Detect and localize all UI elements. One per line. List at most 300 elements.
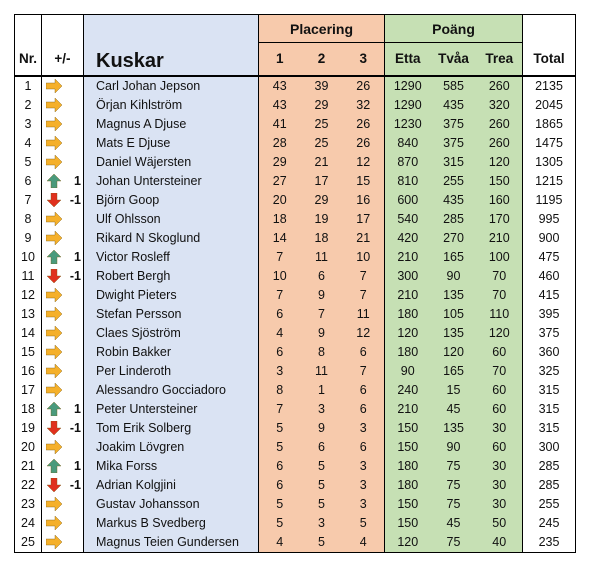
etta-cell: 1290	[385, 76, 431, 96]
etta-cell: 180	[385, 457, 431, 476]
etta-cell: 90	[385, 362, 431, 381]
trea-cell: 110	[477, 305, 523, 324]
rank-cell: 14	[15, 324, 42, 343]
etta-cell: 150	[385, 495, 431, 514]
total-cell: 1475	[523, 134, 576, 153]
placering-2-cell: 17	[301, 172, 343, 191]
driver-name-cell: Carl Johan Jepson	[84, 76, 259, 96]
tvaa-cell: 90	[431, 267, 477, 286]
placering-3-cell: 6	[343, 438, 385, 457]
total-cell: 1215	[523, 172, 576, 191]
rank-cell: 4	[15, 134, 42, 153]
driver-name-cell: Peter Untersteiner	[84, 400, 259, 419]
table-row	[15, 96, 576, 115]
etta-cell: 120	[385, 324, 431, 343]
trea-cell: 120	[477, 324, 523, 343]
table-row	[15, 76, 576, 96]
placering-2-cell: 1	[301, 381, 343, 400]
table-row	[15, 191, 576, 210]
placering-3-cell: 3	[343, 476, 385, 495]
placering-2-cell: 9	[301, 324, 343, 343]
arrow-shape	[47, 478, 61, 492]
placering-2-cell: 8	[301, 343, 343, 362]
tvaa-cell: 120	[431, 343, 477, 362]
placering-2-cell: 5	[301, 457, 343, 476]
arrow-shape	[46, 307, 62, 321]
placering-3-cell: 12	[343, 153, 385, 172]
driver-name-cell: Rikard N Skoglund	[84, 229, 259, 248]
trea-cell: 30	[477, 419, 523, 438]
trea-cell: 70	[477, 267, 523, 286]
total-cell: 1865	[523, 115, 576, 134]
trea-cell: 320	[477, 96, 523, 115]
trea-cell: 120	[477, 153, 523, 172]
rank-cell: 16	[15, 362, 42, 381]
placering-2-cell: 5	[301, 476, 343, 495]
table-row	[15, 400, 576, 419]
arrow-right-icon	[42, 76, 66, 96]
tvaa-cell: 90	[431, 438, 477, 457]
table-row	[15, 286, 576, 305]
trea-cell: 170	[477, 210, 523, 229]
placering-3-cell: 15	[343, 172, 385, 191]
placering-3-cell: 17	[343, 210, 385, 229]
arrow-shape	[47, 402, 61, 416]
tvaa-cell: 165	[431, 362, 477, 381]
arrow-up-icon	[42, 172, 66, 191]
change-cell	[66, 210, 84, 229]
rank-cell: 24	[15, 514, 42, 533]
rank-cell: 18	[15, 400, 42, 419]
etta-cell: 150	[385, 438, 431, 457]
total-cell: 245	[523, 514, 576, 533]
table-row	[15, 495, 576, 514]
placering-1-cell: 6	[259, 457, 301, 476]
driver-name-cell: Magnus Teien Gundersen	[84, 533, 259, 553]
arrow-right-icon	[42, 210, 66, 229]
placering-3-cell: 12	[343, 324, 385, 343]
table-row	[15, 305, 576, 324]
etta-cell: 1230	[385, 115, 431, 134]
driver-name-cell: Örjan Kihlström	[84, 96, 259, 115]
placering-2-cell: 9	[301, 419, 343, 438]
total-cell: 460	[523, 267, 576, 286]
placering-1-cell: 4	[259, 533, 301, 553]
etta-cell: 210	[385, 400, 431, 419]
total-cell: 395	[523, 305, 576, 324]
header-spacer-nr	[15, 15, 42, 43]
driver-name-cell: Daniel Wäjersten	[84, 153, 259, 172]
arrow-down-icon	[42, 419, 66, 438]
rank-cell: 19	[15, 419, 42, 438]
arrow-right-icon	[42, 514, 66, 533]
change-cell: -1	[69, 193, 81, 207]
table-row	[15, 248, 576, 267]
driver-name-cell: Björn Goop	[84, 191, 259, 210]
placering-3-cell: 7	[343, 267, 385, 286]
placering-3-cell: 5	[343, 514, 385, 533]
change-cell: -1	[69, 269, 81, 283]
change-cell: 1	[74, 402, 81, 416]
placering-1-cell: 28	[259, 134, 301, 153]
total-cell: 1305	[523, 153, 576, 172]
placering-3-cell: 11	[343, 305, 385, 324]
rank-cell: 12	[15, 286, 42, 305]
header-spacer-total	[523, 15, 576, 43]
arrow-down-icon	[42, 267, 66, 286]
table-row	[15, 115, 576, 134]
table-row	[15, 381, 576, 400]
trea-cell: 50	[477, 514, 523, 533]
table-row	[15, 362, 576, 381]
table-row	[15, 343, 576, 362]
arrow-right-icon	[42, 229, 66, 248]
tvaa-cell: 75	[431, 495, 477, 514]
placering-3-cell: 26	[343, 115, 385, 134]
placering-3-cell: 10	[343, 248, 385, 267]
tvaa-cell: 255	[431, 172, 477, 191]
placering-1-cell: 6	[259, 476, 301, 495]
placering-1-cell: 27	[259, 172, 301, 191]
change-cell	[66, 533, 84, 553]
tvaa-cell: 270	[431, 229, 477, 248]
placering-3-cell: 3	[343, 457, 385, 476]
placering-3-cell: 7	[343, 286, 385, 305]
arrow-shape	[47, 250, 61, 264]
rank-cell: 2	[15, 96, 42, 115]
change-cell	[66, 438, 84, 457]
placering-1-cell: 5	[259, 495, 301, 514]
tvaa-cell: 45	[431, 400, 477, 419]
arrow-shape	[47, 459, 61, 473]
etta-cell: 210	[385, 248, 431, 267]
driver-name-cell: Alessandro Gocciadoro	[84, 381, 259, 400]
placering-1-cell: 5	[259, 438, 301, 457]
driver-name-cell: Ulf Ohlsson	[84, 210, 259, 229]
driver-name-cell: Gustav Johansson	[84, 495, 259, 514]
rank-cell: 8	[15, 210, 42, 229]
total-cell: 995	[523, 210, 576, 229]
trea-cell: 60	[477, 400, 523, 419]
placering-2-cell: 7	[301, 305, 343, 324]
trea-header: Trea	[477, 43, 523, 76]
placering-3-cell: 3	[343, 419, 385, 438]
placering-3-cell: 4	[343, 533, 385, 553]
placering-3-cell: 32	[343, 96, 385, 115]
arrow-up-icon	[42, 457, 66, 476]
change-cell	[66, 362, 84, 381]
table-row	[15, 229, 576, 248]
tvaa-cell: 135	[431, 419, 477, 438]
placering-2-cell: 25	[301, 134, 343, 153]
trea-cell: 260	[477, 76, 523, 96]
table-row	[15, 438, 576, 457]
driver-name-cell: Mats E Djuse	[84, 134, 259, 153]
tvaa-cell: 135	[431, 324, 477, 343]
placering-1-cell: 41	[259, 115, 301, 134]
arrow-right-icon	[42, 305, 66, 324]
rank-cell: 3	[15, 115, 42, 134]
placering-1-cell: 5	[259, 419, 301, 438]
placering-1-cell: 7	[259, 400, 301, 419]
placering-2-cell: 25	[301, 115, 343, 134]
arrow-right-icon	[42, 343, 66, 362]
placering-1-cell: 7	[259, 286, 301, 305]
etta-cell: 150	[385, 514, 431, 533]
placering-2-cell: 39	[301, 76, 343, 96]
driver-name-cell: Magnus A Djuse	[84, 115, 259, 134]
placering-2-cell: 21	[301, 153, 343, 172]
tvaa-cell: 285	[431, 210, 477, 229]
trea-cell: 70	[477, 286, 523, 305]
total-cell: 1195	[523, 191, 576, 210]
placering-1-cell: 7	[259, 248, 301, 267]
arrow-right-icon	[42, 362, 66, 381]
placering-2-cell: 11	[301, 248, 343, 267]
arrow-right-icon	[42, 533, 66, 553]
tvaa-cell: 75	[431, 476, 477, 495]
placering-2-cell: 18	[301, 229, 343, 248]
placering-3-cell: 26	[343, 76, 385, 96]
table-row	[15, 457, 576, 476]
arrow-shape	[46, 212, 62, 226]
driver-name-cell: Claes Sjöström	[84, 324, 259, 343]
driver-name-cell: Adrian Kolgjini	[84, 476, 259, 495]
rank-cell: 22	[15, 476, 42, 495]
arrow-shape	[46, 288, 62, 302]
tvaa-cell: 585	[431, 76, 477, 96]
arrow-shape	[46, 383, 62, 397]
tvaa-cell: 165	[431, 248, 477, 267]
change-cell	[66, 286, 84, 305]
driver-name-cell: Dwight Pieters	[84, 286, 259, 305]
arrow-right-icon	[42, 134, 66, 153]
placering-3-cell: 16	[343, 191, 385, 210]
total-cell: 475	[523, 248, 576, 267]
arrow-shape	[47, 269, 61, 283]
standings-table	[14, 14, 576, 553]
trea-cell: 60	[477, 343, 523, 362]
arrow-shape	[46, 326, 62, 340]
nr-column-header: Nr.	[15, 43, 42, 76]
arrow-right-icon	[42, 495, 66, 514]
arrow-right-icon	[42, 286, 66, 305]
trea-cell: 30	[477, 495, 523, 514]
etta-cell: 240	[385, 381, 431, 400]
tvaa-cell: 15	[431, 381, 477, 400]
arrow-shape	[46, 231, 62, 245]
arrow-shape	[47, 174, 61, 188]
change-cell	[66, 343, 84, 362]
rank-cell: 13	[15, 305, 42, 324]
arrow-shape	[46, 136, 62, 150]
trea-cell: 260	[477, 134, 523, 153]
table-row	[15, 267, 576, 286]
rank-cell: 23	[15, 495, 42, 514]
arrow-up-icon	[42, 248, 66, 267]
arrow-shape	[46, 117, 62, 131]
change-cell: 1	[74, 174, 81, 188]
trea-cell: 40	[477, 533, 523, 553]
table-row	[15, 476, 576, 495]
table-row	[15, 134, 576, 153]
tvaa-cell: 435	[431, 191, 477, 210]
placering-1-cell: 6	[259, 305, 301, 324]
arrow-shape	[46, 516, 62, 530]
rank-cell: 20	[15, 438, 42, 457]
change-cell	[66, 381, 84, 400]
change-cell	[66, 495, 84, 514]
header-spacer-name	[84, 15, 259, 43]
change-cell	[66, 324, 84, 343]
standings-sheet	[14, 14, 576, 553]
placering-1-cell: 14	[259, 229, 301, 248]
change-column-header: +/-	[42, 43, 84, 76]
arrow-shape	[47, 421, 61, 435]
trea-cell: 70	[477, 362, 523, 381]
tvaa-cell: 375	[431, 115, 477, 134]
header-spacer-change	[42, 15, 84, 43]
placering-2-cell: 19	[301, 210, 343, 229]
etta-cell: 300	[385, 267, 431, 286]
etta-cell: 120	[385, 533, 431, 553]
arrow-shape	[46, 535, 62, 549]
change-cell	[66, 96, 84, 115]
placering-3-cell: 6	[343, 343, 385, 362]
placering-1-header: 1	[259, 43, 301, 76]
rank-cell: 1	[15, 76, 42, 96]
change-cell	[66, 305, 84, 324]
placering-2-cell: 6	[301, 438, 343, 457]
etta-cell: 180	[385, 343, 431, 362]
etta-cell: 210	[385, 286, 431, 305]
placering-2-header: 2	[301, 43, 343, 76]
etta-header: Etta	[385, 43, 431, 76]
arrow-down-icon	[42, 476, 66, 495]
table-row	[15, 419, 576, 438]
rank-cell: 6	[15, 172, 42, 191]
arrow-right-icon	[42, 153, 66, 172]
placering-1-cell: 10	[259, 267, 301, 286]
placering-1-cell: 18	[259, 210, 301, 229]
change-cell: -1	[69, 478, 81, 492]
etta-cell: 840	[385, 134, 431, 153]
tvaa-cell: 45	[431, 514, 477, 533]
etta-cell: 600	[385, 191, 431, 210]
tvaa-cell: 435	[431, 96, 477, 115]
driver-name-cell: Stefan Persson	[84, 305, 259, 324]
rank-cell: 21	[15, 457, 42, 476]
placering-2-cell: 5	[301, 533, 343, 553]
etta-cell: 180	[385, 305, 431, 324]
change-cell	[66, 229, 84, 248]
table-row	[15, 172, 576, 191]
driver-name-cell: Mika Forss	[84, 457, 259, 476]
placering-2-cell: 5	[301, 495, 343, 514]
placering-3-cell: 7	[343, 362, 385, 381]
change-cell	[66, 514, 84, 533]
change-cell	[66, 153, 84, 172]
rank-cell: 10	[15, 248, 42, 267]
arrow-shape	[47, 193, 61, 207]
tvaa-cell: 75	[431, 533, 477, 553]
placering-2-cell: 3	[301, 400, 343, 419]
placering-1-cell: 4	[259, 324, 301, 343]
placering-1-cell: 43	[259, 76, 301, 96]
total-cell: 255	[523, 495, 576, 514]
placering-3-cell: 21	[343, 229, 385, 248]
tvaa-cell: 105	[431, 305, 477, 324]
trea-cell: 60	[477, 438, 523, 457]
arrow-shape	[46, 497, 62, 511]
rank-cell: 17	[15, 381, 42, 400]
placering-1-cell: 3	[259, 362, 301, 381]
table-row	[15, 153, 576, 172]
change-cell	[66, 134, 84, 153]
total-cell: 2135	[523, 76, 576, 96]
total-cell: 315	[523, 419, 576, 438]
trea-cell: 100	[477, 248, 523, 267]
total-cell: 235	[523, 533, 576, 553]
trea-cell: 60	[477, 381, 523, 400]
driver-name-cell: Victor Rosleff	[84, 248, 259, 267]
arrow-shape	[46, 440, 62, 454]
placering-group-header: Placering	[259, 15, 385, 43]
trea-cell: 150	[477, 172, 523, 191]
standings-rows	[15, 76, 576, 553]
tvaa-cell: 315	[431, 153, 477, 172]
placering-1-cell: 8	[259, 381, 301, 400]
placering-1-cell: 6	[259, 343, 301, 362]
change-cell: -1	[69, 421, 81, 435]
total-cell: 325	[523, 362, 576, 381]
placering-1-cell: 29	[259, 153, 301, 172]
total-cell: 360	[523, 343, 576, 362]
trea-cell: 210	[477, 229, 523, 248]
placering-1-cell: 20	[259, 191, 301, 210]
placering-3-header: 3	[343, 43, 385, 76]
arrow-up-icon	[42, 400, 66, 419]
tvaa-header: Tvåa	[431, 43, 477, 76]
arrow-shape	[46, 98, 62, 112]
tvaa-cell: 135	[431, 286, 477, 305]
rank-cell: 11	[15, 267, 42, 286]
etta-cell: 180	[385, 476, 431, 495]
etta-cell: 870	[385, 153, 431, 172]
placering-3-cell: 6	[343, 381, 385, 400]
tvaa-cell: 375	[431, 134, 477, 153]
etta-cell: 810	[385, 172, 431, 191]
etta-cell: 1290	[385, 96, 431, 115]
driver-column-header: Kuskar	[84, 43, 259, 76]
arrow-right-icon	[42, 324, 66, 343]
etta-cell: 150	[385, 419, 431, 438]
etta-cell: 540	[385, 210, 431, 229]
placering-2-cell: 9	[301, 286, 343, 305]
placering-3-cell: 3	[343, 495, 385, 514]
tvaa-cell: 75	[431, 457, 477, 476]
total-cell: 300	[523, 438, 576, 457]
driver-name-cell: Markus B Svedberg	[84, 514, 259, 533]
arrow-down-icon	[42, 191, 66, 210]
rank-cell: 15	[15, 343, 42, 362]
total-cell: 2045	[523, 96, 576, 115]
etta-cell: 420	[385, 229, 431, 248]
table-row	[15, 324, 576, 343]
change-cell	[66, 115, 84, 134]
placering-3-cell: 26	[343, 134, 385, 153]
arrow-right-icon	[42, 381, 66, 400]
